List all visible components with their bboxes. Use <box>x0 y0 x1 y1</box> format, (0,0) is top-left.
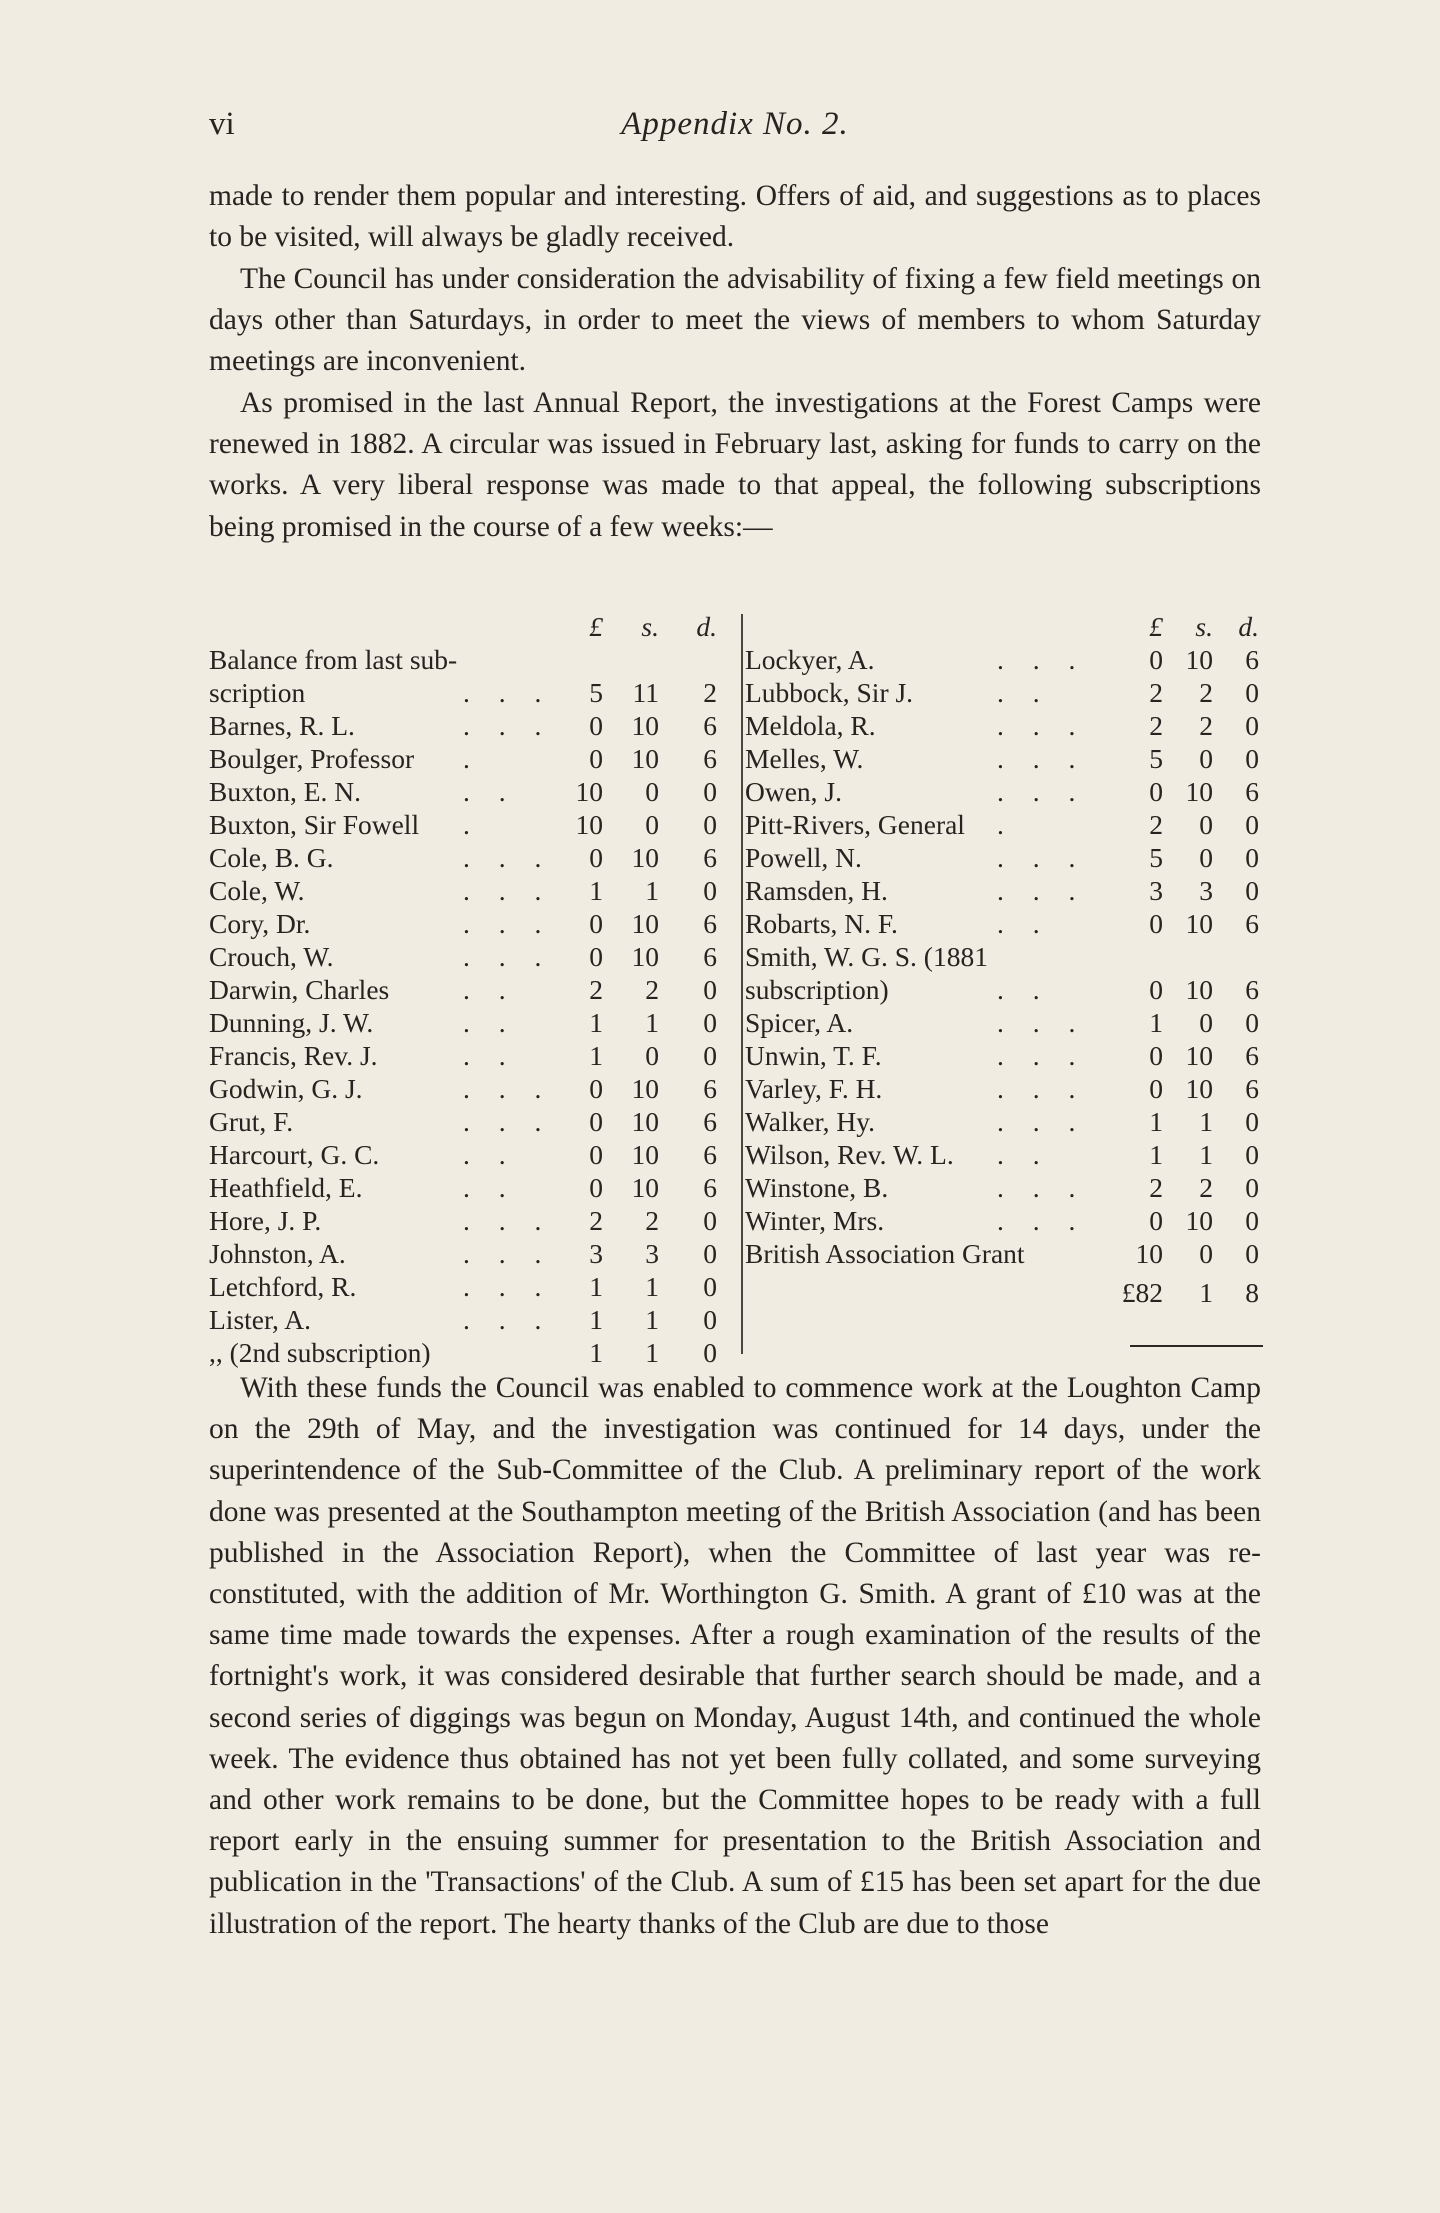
amount-pounds: 0 <box>589 1106 603 1137</box>
leader-dots: . . . <box>997 1073 1087 1104</box>
leader-dots: . . . <box>463 875 553 906</box>
total-row <box>745 1276 1265 1309</box>
subscriber-name: Melles, W. <box>745 743 864 774</box>
leader-dots: . . . <box>463 908 553 939</box>
amount-pounds: 2 <box>1149 809 1163 840</box>
leader-dots: . . <box>463 1172 517 1203</box>
amount-pence: 0 <box>1245 1139 1259 1170</box>
amount-shillings: 10 <box>631 1106 659 1137</box>
amount-pounds: 5 <box>1149 842 1163 873</box>
amount-pounds: 0 <box>1149 1205 1163 1236</box>
subscription-row <box>745 1237 1265 1270</box>
subscription-row <box>209 643 741 676</box>
amount-pounds: 0 <box>1149 644 1163 675</box>
subscriber-name: British Association Grant <box>745 1238 1025 1269</box>
subscriber-name: Darwin, Charles <box>209 974 390 1005</box>
subscriber-name: Meldola, R. <box>745 710 876 741</box>
subscription-row <box>209 775 741 808</box>
amount-pence: 0 <box>703 1304 717 1335</box>
amount-pence: 6 <box>1245 1040 1259 1071</box>
leader-dots: . . <box>997 908 1051 939</box>
amount-pounds: 1 <box>1149 1139 1163 1170</box>
subscription-row <box>745 643 1265 676</box>
amount-pence: 6 <box>1245 908 1259 939</box>
amount-pounds: 2 <box>1149 1172 1163 1203</box>
leader-dots: . . . <box>463 1205 553 1236</box>
leader-dots: . . . <box>997 710 1087 741</box>
amount-pence: 6 <box>703 1106 717 1137</box>
paragraph-2: The Council has under consideration the advisability of fixing a few field meetings on days other than Saturdays, in order to meet the views of members to whom Saturday meetings are inconvenient. <box>209 263 1261 378</box>
amount-shillings: 10 <box>631 1073 659 1104</box>
subscription-row <box>209 1006 741 1039</box>
page-header <box>209 106 1261 146</box>
amount-pence: 0 <box>1245 1172 1259 1203</box>
leader-dots: . . . <box>463 941 553 972</box>
pence-header: d. <box>1238 611 1259 642</box>
subscription-row <box>209 841 741 874</box>
amount-pounds: 2 <box>1149 710 1163 741</box>
leader-dots: . . . <box>463 1271 553 1302</box>
amount-pence: 0 <box>703 1040 717 1071</box>
amount-pence: 0 <box>1245 1238 1259 1269</box>
subscription-list-left <box>209 610 741 1369</box>
subscription-row <box>745 841 1265 874</box>
total-shillings: 1 <box>1199 1277 1213 1308</box>
amount-pounds: 3 <box>589 1238 603 1269</box>
amount-shillings: 10 <box>631 1139 659 1170</box>
amount-pounds: 10 <box>575 809 603 840</box>
amount-shillings: 0 <box>1199 1007 1213 1038</box>
subscriber-name: Harcourt, G. C. <box>209 1139 380 1170</box>
amount-pounds: 10 <box>1135 1238 1163 1269</box>
subscriber-name: Spicer, A. <box>745 1007 854 1038</box>
total-pence: 8 <box>1245 1277 1259 1308</box>
amount-pounds: 0 <box>1149 908 1163 939</box>
amount-pence: 0 <box>703 875 717 906</box>
leader-dots: . . <box>463 1040 517 1071</box>
amount-pounds: 0 <box>589 941 603 972</box>
subscription-row <box>209 973 741 1006</box>
subscriber-name: Dunning, J. W. <box>209 1007 374 1038</box>
amount-pounds: 0 <box>589 743 603 774</box>
subscriber-name: Walker, Hy. <box>745 1106 876 1137</box>
leader-dots: . . <box>463 1139 517 1170</box>
leader-dots: . . . <box>997 1007 1087 1038</box>
pounds-header: £ <box>589 611 603 642</box>
running-title: Appendix No. 2. <box>621 106 849 142</box>
subscriber-name: Johnston, A. <box>209 1238 346 1269</box>
leader-dots: . . <box>997 1139 1051 1170</box>
subscriber-name: Boulger, Professor <box>209 743 415 774</box>
amount-shillings: 10 <box>1185 1040 1213 1071</box>
amount-pounds: 2 <box>1149 677 1163 708</box>
amount-pence: 0 <box>703 776 717 807</box>
amount-pounds: 1 <box>589 1304 603 1335</box>
amount-pounds: 0 <box>589 908 603 939</box>
subscription-row <box>209 1039 741 1072</box>
amount-pence: 0 <box>703 809 717 840</box>
leader-dots: . . . <box>463 842 553 873</box>
amount-pounds: 0 <box>589 1073 603 1104</box>
subscription-row <box>209 940 741 973</box>
subscriber-name: Winstone, B. <box>745 1172 889 1203</box>
subscriber-name: Godwin, G. J. <box>209 1073 363 1104</box>
amount-pounds: 1 <box>589 1271 603 1302</box>
amount-shillings: 10 <box>631 710 659 741</box>
leader-dots: . . <box>997 677 1051 708</box>
amount-shillings: 10 <box>631 1172 659 1203</box>
subscriber-name: Winter, Mrs. <box>745 1205 885 1236</box>
amount-pence: 0 <box>703 1271 717 1302</box>
amount-pounds: 10 <box>575 776 603 807</box>
leader-dots: . . . <box>463 710 553 741</box>
amount-pounds: 0 <box>589 710 603 741</box>
amount-pounds: 1 <box>589 1007 603 1038</box>
leader-dots: . . <box>997 974 1051 1005</box>
amount-shillings: 2 <box>1199 710 1213 741</box>
subscriber-name: Crouch, W. <box>209 941 334 972</box>
subscription-row <box>209 1204 741 1237</box>
amount-pence: 0 <box>1245 1106 1259 1137</box>
subscription-row <box>209 1270 741 1303</box>
leader-dots: . . . <box>997 1205 1087 1236</box>
subscriber-name: Ramsden, H. <box>745 875 888 906</box>
amount-shillings: 0 <box>1199 809 1213 840</box>
amount-pence: 0 <box>703 974 717 1005</box>
subscriber-name: Cory, Dr. <box>209 908 311 939</box>
amount-pence: 6 <box>1245 1073 1259 1104</box>
amount-pence: 6 <box>703 743 717 774</box>
amount-pence: 6 <box>703 710 717 741</box>
amount-pence: 2 <box>703 677 717 708</box>
amount-pence: 0 <box>703 1238 717 1269</box>
subscription-row <box>209 1072 741 1105</box>
amount-pounds: 0 <box>1149 1040 1163 1071</box>
subscription-row <box>745 1105 1265 1138</box>
amount-pounds: 0 <box>1149 1073 1163 1104</box>
subscriber-name: Lubbock, Sir J. <box>745 677 914 708</box>
amount-pounds: 0 <box>589 842 603 873</box>
subscription-list-right <box>745 610 1265 1309</box>
leader-dots: . . . <box>997 1172 1087 1203</box>
subscriber-name: Buxton, E. N. <box>209 776 362 807</box>
subscriber-name: Cole, W. <box>209 875 305 906</box>
subscription-row <box>745 709 1265 742</box>
amount-shillings: 11 <box>632 677 659 708</box>
amount-shillings: 10 <box>1185 1205 1213 1236</box>
amount-pence: 0 <box>1245 1205 1259 1236</box>
amount-pounds: 2 <box>589 1205 603 1236</box>
leader-dots: . . . <box>997 644 1087 675</box>
paragraph-3: As promised in the last Annual Report, the investigations at the Forest Camps were renewed in 1882. A circular was issued in February last, asking for funds to carry on the works. A very liberal response was made to that appeal, the following subscriptions being promised in the course of a few weeks:— <box>209 387 1261 543</box>
leader-dots: . . . <box>997 875 1087 906</box>
amount-pounds: 1 <box>1149 1106 1163 1137</box>
subscription-row <box>745 1039 1265 1072</box>
amount-pounds: 0 <box>589 1139 603 1170</box>
leader-dots: . . . <box>997 1106 1087 1137</box>
paragraph-1: made to render them popular and interesting. Offers of aid, and suggestions as to places to be visited, will always be gladly received. <box>209 180 1261 254</box>
amount-shillings: 10 <box>1185 776 1213 807</box>
leader-dots: . <box>997 809 1015 840</box>
amount-pounds: 5 <box>1149 743 1163 774</box>
subscriber-name: Francis, Rev. J. <box>209 1040 378 1071</box>
shillings-header: s. <box>1195 611 1213 642</box>
subscription-row <box>745 973 1265 1006</box>
column-divider <box>741 614 743 1354</box>
amount-shillings: 1 <box>645 1337 659 1368</box>
leader-dots: . . . <box>463 677 553 708</box>
amount-shillings: 3 <box>1199 875 1213 906</box>
subscriber-name: Varley, F. H. <box>745 1073 883 1104</box>
amount-pounds: 0 <box>589 1172 603 1203</box>
subscriber-name: Letchford, R. <box>209 1271 357 1302</box>
page-number: vi <box>209 106 235 142</box>
subscription-row <box>209 742 741 775</box>
subscription-row <box>745 874 1265 907</box>
subscriber-name: Cole, B. G. <box>209 842 334 873</box>
subscriber-name: Lockyer, A. <box>745 644 875 675</box>
subscriber-name: ,, (2nd subscription) <box>209 1337 431 1368</box>
total-pounds: £82 <box>1121 1277 1163 1308</box>
subscription-row <box>745 742 1265 775</box>
subscription-row <box>209 676 741 709</box>
subscription-row <box>209 1336 741 1369</box>
amount-shillings: 1 <box>645 875 659 906</box>
leader-dots: . . . <box>463 1106 553 1137</box>
amount-pounds: 0 <box>1149 974 1163 1005</box>
amount-pounds: 1 <box>589 1337 603 1368</box>
amount-shillings: 10 <box>631 941 659 972</box>
amount-shillings: 10 <box>1185 908 1213 939</box>
amount-shillings: 1 <box>645 1304 659 1335</box>
subscription-row <box>209 1171 741 1204</box>
subscriber-name: Unwin, T. F. <box>745 1040 882 1071</box>
amount-pence: 0 <box>703 1205 717 1236</box>
currency-header-row <box>209 610 741 643</box>
amount-shillings: 1 <box>645 1007 659 1038</box>
leader-dots: . . . <box>997 842 1087 873</box>
currency-header-row <box>745 610 1265 643</box>
subscriber-name: Lister, A. <box>209 1304 312 1335</box>
subscription-row <box>209 709 741 742</box>
amount-pence: 0 <box>703 1007 717 1038</box>
amount-shillings: 0 <box>1199 842 1213 873</box>
subscriber-name: Grut, F. <box>209 1106 294 1137</box>
amount-shillings: 10 <box>631 842 659 873</box>
amount-shillings: 10 <box>1185 644 1213 675</box>
subscription-row <box>745 1171 1265 1204</box>
amount-pounds: 5 <box>589 677 603 708</box>
leader-dots: . . . <box>997 776 1087 807</box>
subscription-row <box>745 940 1265 973</box>
amount-pounds: 1 <box>589 1040 603 1071</box>
amount-shillings: 10 <box>631 743 659 774</box>
subscriber-name: scription <box>209 677 306 708</box>
amount-shillings: 2 <box>1199 677 1213 708</box>
amount-shillings: 2 <box>645 1205 659 1236</box>
amount-shillings: 1 <box>1199 1106 1213 1137</box>
leader-dots: . . . <box>463 1304 553 1335</box>
amount-pounds: 1 <box>1149 1007 1163 1038</box>
amount-pence: 0 <box>1245 710 1259 741</box>
leader-dots: . . <box>463 974 517 1005</box>
amount-shillings: 2 <box>645 974 659 1005</box>
leader-dots: . . <box>463 1007 517 1038</box>
subscriber-name: Buxton, Sir Fowell <box>209 809 420 840</box>
amount-pence: 6 <box>1245 974 1259 1005</box>
subscription-row <box>209 1237 741 1270</box>
subscription-row <box>745 1204 1265 1237</box>
amount-pence: 6 <box>1245 776 1259 807</box>
pence-header: d. <box>696 611 717 642</box>
subscription-row <box>745 1138 1265 1171</box>
amount-pounds: 2 <box>589 974 603 1005</box>
amount-pounds: 1 <box>589 875 603 906</box>
amount-pence: 6 <box>703 1139 717 1170</box>
amount-pence: 0 <box>703 1337 717 1368</box>
amount-pence: 0 <box>1245 677 1259 708</box>
subscriber-name: Wilson, Rev. W. L. <box>745 1139 954 1170</box>
amount-shillings: 10 <box>1185 974 1213 1005</box>
subscription-row <box>745 676 1265 709</box>
subscriber-name: subscription) <box>745 974 889 1005</box>
subscriber-name: Pitt-Rivers, General <box>745 809 965 840</box>
amount-pence: 6 <box>703 842 717 873</box>
amount-shillings: 0 <box>1199 743 1213 774</box>
amount-pence: 0 <box>1245 743 1259 774</box>
subscription-row <box>209 1105 741 1138</box>
subscriber-name: Owen, J. <box>745 776 843 807</box>
subscription-row <box>745 808 1265 841</box>
amount-pence: 0 <box>1245 842 1259 873</box>
pounds-header: £ <box>1149 611 1163 642</box>
amount-pence: 6 <box>703 941 717 972</box>
amount-pence: 0 <box>1245 1007 1259 1038</box>
subscription-row <box>209 907 741 940</box>
amount-shillings: 1 <box>1199 1139 1213 1170</box>
subscription-row <box>209 808 741 841</box>
amount-shillings: 10 <box>1185 1073 1213 1104</box>
amount-shillings: 0 <box>645 776 659 807</box>
subscriber-name: Powell, N. <box>745 842 862 873</box>
amount-pence: 6 <box>703 908 717 939</box>
subscriber-name: Heathfield, E. <box>209 1172 363 1203</box>
leader-dots: . . . <box>463 1073 553 1104</box>
subscription-row <box>745 1006 1265 1039</box>
amount-pence: 0 <box>1245 809 1259 840</box>
subscription-row <box>745 1072 1265 1105</box>
amount-pence: 0 <box>1245 875 1259 906</box>
amount-shillings: 2 <box>1199 1172 1213 1203</box>
amount-pence: 6 <box>703 1073 717 1104</box>
leader-dots: . <box>463 743 481 774</box>
subscription-row <box>209 1303 741 1336</box>
amount-shillings: 1 <box>645 1271 659 1302</box>
subscriber-name: Smith, W. G. S. (1881 <box>745 941 988 972</box>
subscription-row <box>209 874 741 907</box>
amount-shillings: 0 <box>645 1040 659 1071</box>
amount-pounds: 0 <box>1149 776 1163 807</box>
subscriber-name: Balance from last sub- <box>209 644 458 675</box>
paragraph-4: With these funds the Council was enabled to commence work at the Loughton Camp on the 29th of May, and the investigation was continued for 14 days, under the superintendence of the Sub-Committee of the Club. A preliminary report of the work done was presented at the Southampton meeting of the British Association (and has been published in the Association Report), when the Committee of last year was re-constituted, with the addition of Mr. Worthington G. Smith. A grant of £10 was at the same time made towards the expenses. After a rough examination of the results of the fortnight's work, it was considered desirable that further search should be made, and a second series of diggings was begun on Monday, August 14th, and continued the whole week. The evidence thus obtained has not yet been fully collated, and some surveying and other work remains to be done, but the Committee hopes to be ready with a full report early in the ensuing summer for presentation to the British Association and publication in the 'Transactions' of the Club. A sum of £15 has been set apart for the due illustration of the report. The hearty thanks of the Club are due to those <box>209 1372 1261 1940</box>
amount-shillings: 0 <box>1199 1238 1213 1269</box>
leader-dots: . . <box>463 776 517 807</box>
leader-dots: . . . <box>997 1040 1087 1071</box>
amount-shillings: 10 <box>631 908 659 939</box>
subscriber-name: Barnes, R. L. <box>209 710 355 741</box>
subscription-row <box>745 775 1265 808</box>
amount-pence: 6 <box>703 1172 717 1203</box>
leader-dots: . . . <box>463 1238 553 1269</box>
subscription-row <box>209 1138 741 1171</box>
leader-dots: . . . <box>997 743 1087 774</box>
subscription-row <box>745 907 1265 940</box>
amount-shillings: 3 <box>645 1238 659 1269</box>
amount-shillings: 0 <box>645 809 659 840</box>
subscriber-name: Hore, J. P. <box>209 1205 322 1236</box>
subscriber-name: Robarts, N. F. <box>745 908 898 939</box>
amount-pounds: 3 <box>1149 875 1163 906</box>
total-rule <box>1130 1345 1263 1347</box>
leader-dots: . <box>463 809 481 840</box>
shillings-header: s. <box>641 611 659 642</box>
amount-pence: 6 <box>1245 644 1259 675</box>
